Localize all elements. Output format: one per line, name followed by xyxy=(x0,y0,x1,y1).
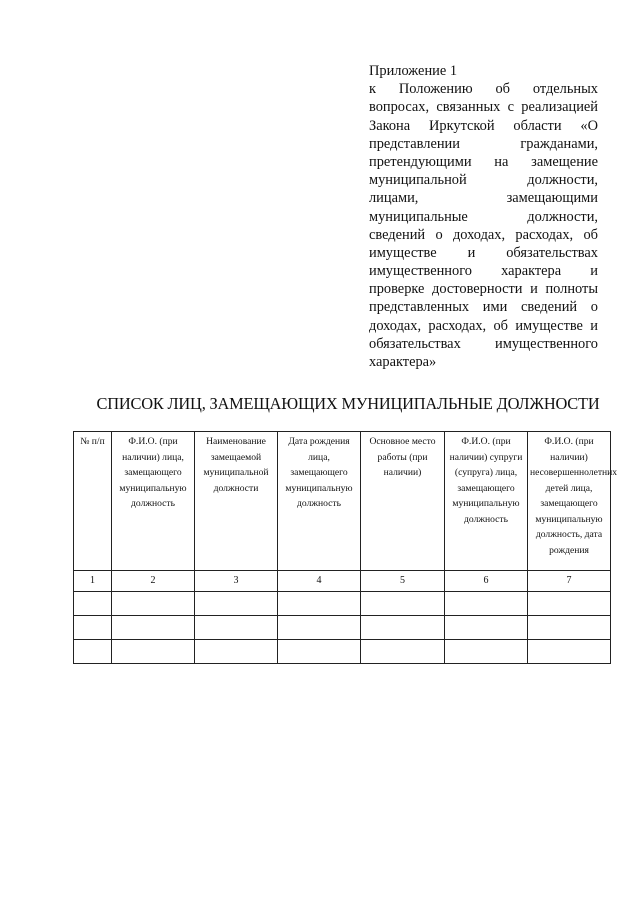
appendix-line: представленных ими сведений о xyxy=(369,299,598,316)
column-header: Дата рождения лица, замещающего муниципальную должность xyxy=(278,432,361,571)
table-header-row xyxy=(74,432,611,571)
column-number: 7 xyxy=(528,571,611,592)
appendix-line: претендующими на замещение xyxy=(369,153,598,170)
column-header: Наименование замещаемой муниципальной должности xyxy=(195,432,278,571)
table-cell xyxy=(278,592,361,616)
appendix-line: Закона Иркутской области «О xyxy=(369,117,598,134)
column-number: 1 xyxy=(74,571,112,592)
column-header: № п/п xyxy=(74,432,112,571)
table-cell xyxy=(278,640,361,664)
table-cell xyxy=(112,616,195,640)
appendix-line: имущественного характера и xyxy=(369,263,598,280)
table-row xyxy=(74,640,611,664)
page-title: СПИСОК ЛИЦ, ЗАМЕЩАЮЩИХ МУНИЦИПАЛЬНЫЕ ДОЛЖНОСТИ xyxy=(96,394,600,413)
table-cell xyxy=(528,640,611,664)
appendix-note xyxy=(369,62,598,371)
table-cell xyxy=(195,592,278,616)
appendix-line: муниципальные должности, xyxy=(369,208,598,225)
appendix-line: Приложение 1 xyxy=(369,63,458,79)
table-cell xyxy=(112,640,195,664)
appendix-line: вопросах, связанных с реализацией xyxy=(369,99,598,116)
table-cell xyxy=(278,616,361,640)
appendix-line: сведений о доходах, расходах, об xyxy=(369,226,598,243)
column-header: Основное место работы (при наличии) xyxy=(361,432,445,571)
appendix-line: доходах, расходах, об имуществе и xyxy=(369,317,598,334)
column-header: Ф.И.О. (при наличии) лица, замещающего муниципальную должность xyxy=(112,432,195,571)
table-cell xyxy=(445,616,528,640)
column-header: Ф.И.О. (при наличии) несовершеннолетних детей лица, замещающего муниципальную должность, дата рождения xyxy=(528,432,611,571)
column-number: 6 xyxy=(445,571,528,592)
appendix-line: характера» xyxy=(369,354,437,370)
appendix-line: проверке достоверности и полноты xyxy=(369,281,598,298)
table-cell xyxy=(528,616,611,640)
table-cell xyxy=(445,592,528,616)
table-cell xyxy=(528,592,611,616)
table-row xyxy=(74,592,611,616)
table-cell xyxy=(74,592,112,616)
table-cell xyxy=(195,616,278,640)
table-cell xyxy=(361,616,445,640)
column-number-row xyxy=(74,571,611,592)
table-cell xyxy=(74,616,112,640)
appendix-line: представлении гражданами, xyxy=(369,135,598,152)
column-number: 4 xyxy=(278,571,361,592)
column-header: Ф.И.О. (при наличии) супруги (супруга) лица, замещающего муниципальную должность xyxy=(445,432,528,571)
table-cell xyxy=(361,640,445,664)
table-cell xyxy=(74,640,112,664)
persons-table xyxy=(73,431,618,664)
appendix-line: обязательствах имущественного xyxy=(369,335,598,352)
column-number: 3 xyxy=(195,571,278,592)
table-cell xyxy=(361,592,445,616)
appendix-line: лицами, замещающими xyxy=(369,190,598,207)
appendix-line: к Положению об отдельных xyxy=(369,81,598,98)
column-number: 5 xyxy=(361,571,445,592)
table-cell xyxy=(445,640,528,664)
appendix-line: муниципальной должности, xyxy=(369,172,598,189)
table-row xyxy=(74,616,611,640)
table-cell xyxy=(195,640,278,664)
appendix-line: имуществе и обязательствах xyxy=(369,244,598,261)
table-cell xyxy=(112,592,195,616)
column-number: 2 xyxy=(112,571,195,592)
